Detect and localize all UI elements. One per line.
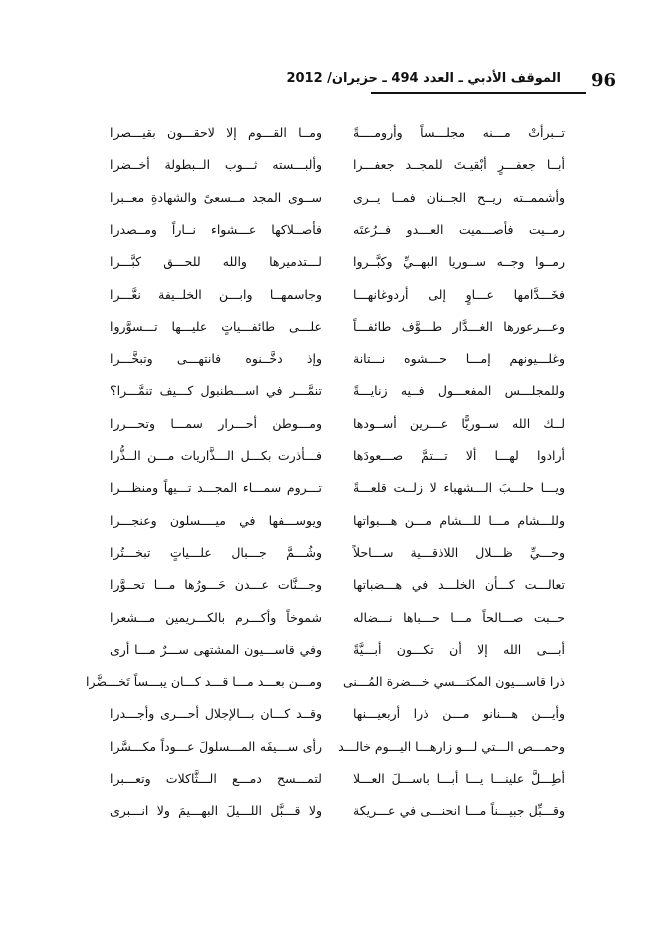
verse-row — [110, 769, 565, 789]
verse-row — [110, 608, 565, 628]
verse-first-hemistich: أبــا جعفـــرٍ أبْقيـتَ للمجــد جعفـــرا — [353, 157, 565, 173]
verse-row — [110, 704, 565, 724]
verse-first-hemistich: وأشممــته ريــح الجــنان فمــا يــرى — [353, 189, 565, 205]
verse-second-hemistich: تنمَّـــر في اســـطنبول كـــيف تنمَّـــرا؟ — [110, 383, 322, 399]
verse-row — [110, 478, 565, 498]
verse-first-hemistich: وللمجلـــس المفعـــول فــيه زنايـــةً — [353, 383, 565, 399]
verse-second-hemistich: شموخاً وأكـــرم بالكـــريمين مـــشعرا — [110, 609, 322, 625]
verse-first-hemistich: رمــوا وجــه ســوريا البهــيِّ وكبَّــروا — [353, 254, 565, 270]
verse-second-hemistich: تـــروم سمـــاء المجـــد تـــيهاً ومنظـــرا — [110, 480, 322, 496]
verse-first-hemistich: وعـــرعورها الغـــدَّار طـــوَّف طائفـــاً — [353, 318, 565, 334]
verse-row — [110, 511, 565, 531]
verse-row — [85, 672, 565, 692]
verse-row — [110, 155, 565, 175]
poem-body — [85, 123, 565, 823]
verse-second-hemistich: ســوى المجد مــسعىً والشهادةِ معــبرا — [110, 189, 322, 205]
verse-row — [110, 349, 565, 369]
verse-second-hemistich: فأصــلاكها عـــشواء نــاراً ومــصدرا — [110, 221, 322, 237]
verse-first-hemistich: أرادوا لهـــا ألا تـــتمَّ صـــعودَها — [353, 448, 565, 463]
verse-first-hemistich: وقـــبِّل جبيـــناً مـــا انحنـــى في عـــريكة — [353, 803, 565, 819]
verse-first-hemistich: تــبرأتْ مـــنه مجلـــساً وأرومــــةً — [353, 125, 565, 140]
verse-second-hemistich: علـــى طائفـــياتٍ عليـــها تـــسوَّروا — [110, 318, 322, 334]
verse-second-hemistich: لتمـــسح دمـــع الـــثَّاكلات وتعـــبرا — [110, 771, 322, 786]
verse-first-hemistich: وغلـــيونهم إمـــا حـــشوه نـــتانة — [353, 351, 565, 367]
verse-row — [110, 381, 565, 401]
verse-first-hemistich: حــبت صـــالحاً مـــا حـــباها نـــضاله — [353, 609, 565, 625]
verse-first-hemistich: رمــيت فأصـــميت العـــدو فــرُعتَه — [353, 221, 565, 237]
verse-row — [110, 414, 565, 434]
verse-second-hemistich: وفي قاســـيون المشتهى ســـرٌ مـــا أرى — [110, 641, 322, 657]
verse-second-hemistich: لـــتدميرها والله للحـــق كبَّـــرا — [110, 254, 322, 270]
verse-first-hemistich: فخَـــدَّامها عـــاوٍ إلى أردوغانهـــا — [353, 286, 565, 302]
verse-row — [110, 575, 565, 595]
running-header — [0, 60, 661, 100]
verse-first-hemistich: ويـــا حلـــبَ الـــشهباء لا زلــت قلعـــةً — [353, 480, 565, 496]
verse-row — [110, 801, 565, 821]
verse-first-hemistich: وأيـــن هـــنانو مـــن ذرا أربعيـــنها — [353, 706, 565, 722]
verse-first-hemistich: أطِـــلَّ علينـــا يـــا أبـــا باســـلَ العـــلا — [353, 771, 565, 786]
verse-second-hemistich: ومــا القـــوم إلا لاحقـــون بقيـــصرا — [110, 125, 322, 140]
verse-first-hemistich: أبـــى الله إلا أن تكـــون أبـــيَّةً — [353, 641, 565, 657]
verse-row — [110, 446, 565, 466]
verse-first-hemistich: وحمـــص الـــتي لـــو زارهـــا اليـــوم خالـــد — [338, 738, 565, 754]
verse-first-hemistich: لــك الله ســوريًّا عـــرين أســودها — [353, 415, 565, 431]
verse-second-hemistich: وإذ دخَّــنوه فانتهـــى وتبخَّـــرا — [110, 351, 322, 367]
verse-second-hemistich: وجاسمهــا وابـــن الخلــيفة نعَّـــرا — [110, 286, 322, 302]
verse-row — [110, 285, 565, 305]
page-number: 96 — [590, 70, 616, 91]
verse-second-hemistich: رأى ســـيفَه المـــسلولَ عـــوداً مكـــسَّرا — [110, 738, 322, 754]
verse-second-hemistich: ومـــوطن أحـــرار سمـــا وتحـــررا — [110, 415, 322, 431]
verse-row — [110, 188, 565, 208]
verse-second-hemistich: فـــأذرت بكـــل الـــذَّاريات مـــن الــذُّرا — [110, 448, 322, 463]
verse-row — [110, 640, 565, 660]
verse-second-hemistich: ويوســـفها في ميــــسلون وعنجـــرا — [110, 512, 322, 528]
verse-second-hemistich: وألبـــسته ثـــوب الــبطولة أخــضرا — [110, 157, 322, 173]
verse-first-hemistich: تعالـــت كـــأن الخلـــد في هـــضباتها — [353, 577, 565, 593]
verse-second-hemistich: وقــد كـــان بـــالإجلال أحـــرى وأجـــدرا — [110, 706, 322, 722]
verse-row — [110, 220, 565, 240]
verse-row — [110, 317, 565, 337]
verse-second-hemistich: ولا قـــبَّل اللـــيلَ البهـــيمَ ولا انـــبرى — [110, 803, 322, 819]
verse-row — [110, 252, 565, 272]
verse-second-hemistich: وجـــنَّات عـــدن حَـــورُها مـــا تحــوَّرا — [110, 577, 322, 593]
verse-first-hemistich: وللـــشام مـــا للـــشام مـــن هـــبواتها — [353, 512, 565, 528]
verse-row — [110, 123, 565, 143]
journal-issue-line: الموقف الأدبي ـ العدد 494 ـ حزيران/ 2012 — [286, 71, 561, 86]
verse-second-hemistich: وشُـــمَّ جـــبال علـــياتٍ تبخـــتُرا — [110, 544, 322, 560]
verse-first-hemistich: وحـــيِّ ظـــلال اللاذقـــية ســـاحلاً — [353, 544, 565, 560]
verse-first-hemistich: ذرا قاســـيون المكتـــسي خـــضرة المُـــنى — [342, 674, 565, 690]
verse-row — [110, 543, 565, 563]
verse-second-hemistich: ومـــن بعـــد مـــا قـــد كـــان يبـــساً تَخـــضَّرا — [85, 674, 322, 690]
verse-row — [110, 737, 565, 757]
header-rule — [371, 92, 586, 94]
